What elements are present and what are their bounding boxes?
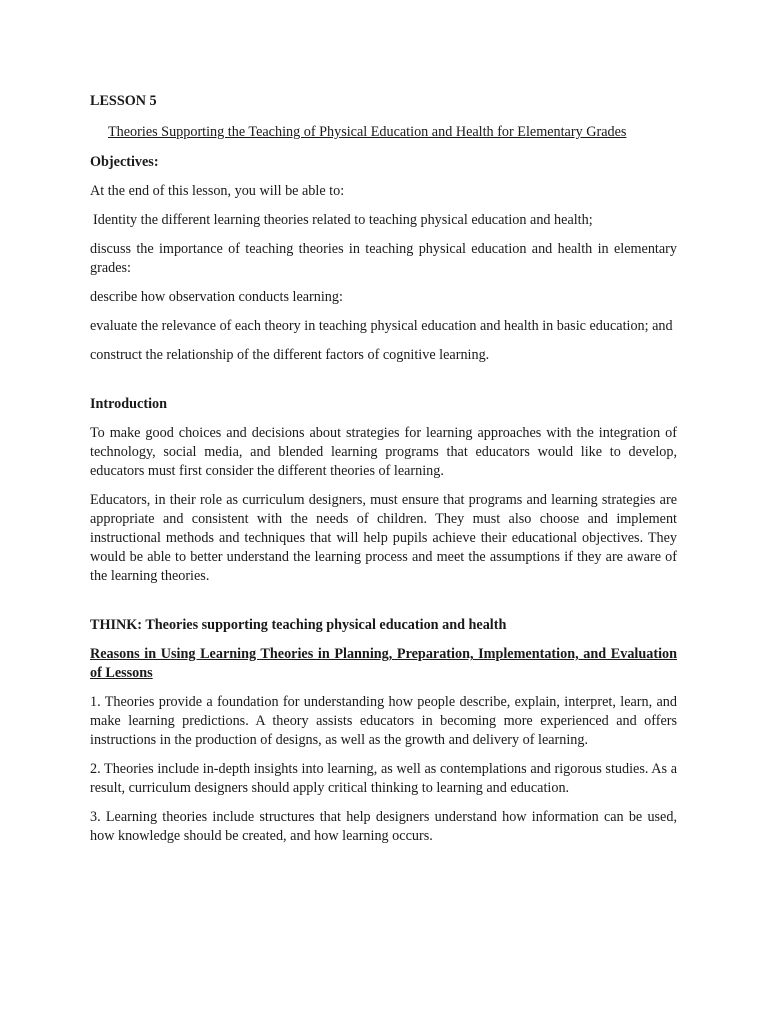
objective-item: discuss the importance of teaching theories in teaching physical education and health in elementary grades: <box>90 241 677 276</box>
reasons-subheading: Reasons in Using Learning Theories in Planning, Preparation, Implementation, and Evaluation of Lessons <box>90 646 677 681</box>
reason-item: 2. Theories include in-depth insights into learning, as well as contemplations and rigorous studies. As a result, curriculum designers should apply critical thinking to learning and education. <box>90 761 677 796</box>
objective-item: describe how observation conducts learning: <box>90 289 343 305</box>
reason-item: 3. Learning theories include structures that help designers understand how information can be used, how knowledge should be created, and how learning occurs. <box>90 809 677 844</box>
think-heading: THINK: Theories supporting teaching physical education and health <box>90 617 507 633</box>
objective-item: construct the relationship of the different factors of cognitive learning. <box>90 347 490 363</box>
lesson-title: Theories Supporting the Teaching of Physical Education and Health for Elementary Grades <box>108 124 627 140</box>
introduction-heading: Introduction <box>90 396 167 412</box>
reason-item: 1. Theories provide a foundation for understanding how people describe, explain, interpret, learn, and make learning predictions. A theory assists educators in becoming more experienced and offers instructions in the production of designs, as well as the growth and delivery of learning. <box>90 694 677 748</box>
introduction-paragraph: Educators, in their role as curriculum designers, must ensure that programs and learning strategies are appropriate and consistent with the needs of children. They must also choose and implement instructional methods and techniques that will help pupils achieve their educational objectives. They would be able to better understand the learning process and meet the assumptions if they are aware of the learning theories. <box>90 492 677 584</box>
introduction-paragraph: To make good choices and decisions about strategies for learning approaches with the integration of technology, social media, and blended learning programs that educators would like to develop, educators must first consider the different theories of learning. <box>90 425 677 479</box>
lesson-number: LESSON 5 <box>90 93 157 109</box>
objectives-heading: Objectives: <box>90 154 159 170</box>
objectives-intro: At the end of this lesson, you will be able to: <box>90 183 345 199</box>
objective-item: evaluate the relevance of each theory in teaching physical education and health in basic education; and <box>90 318 673 334</box>
objective-item: Identity the different learning theories related to teaching physical education and health; <box>93 212 593 228</box>
document-page <box>90 92 677 856</box>
